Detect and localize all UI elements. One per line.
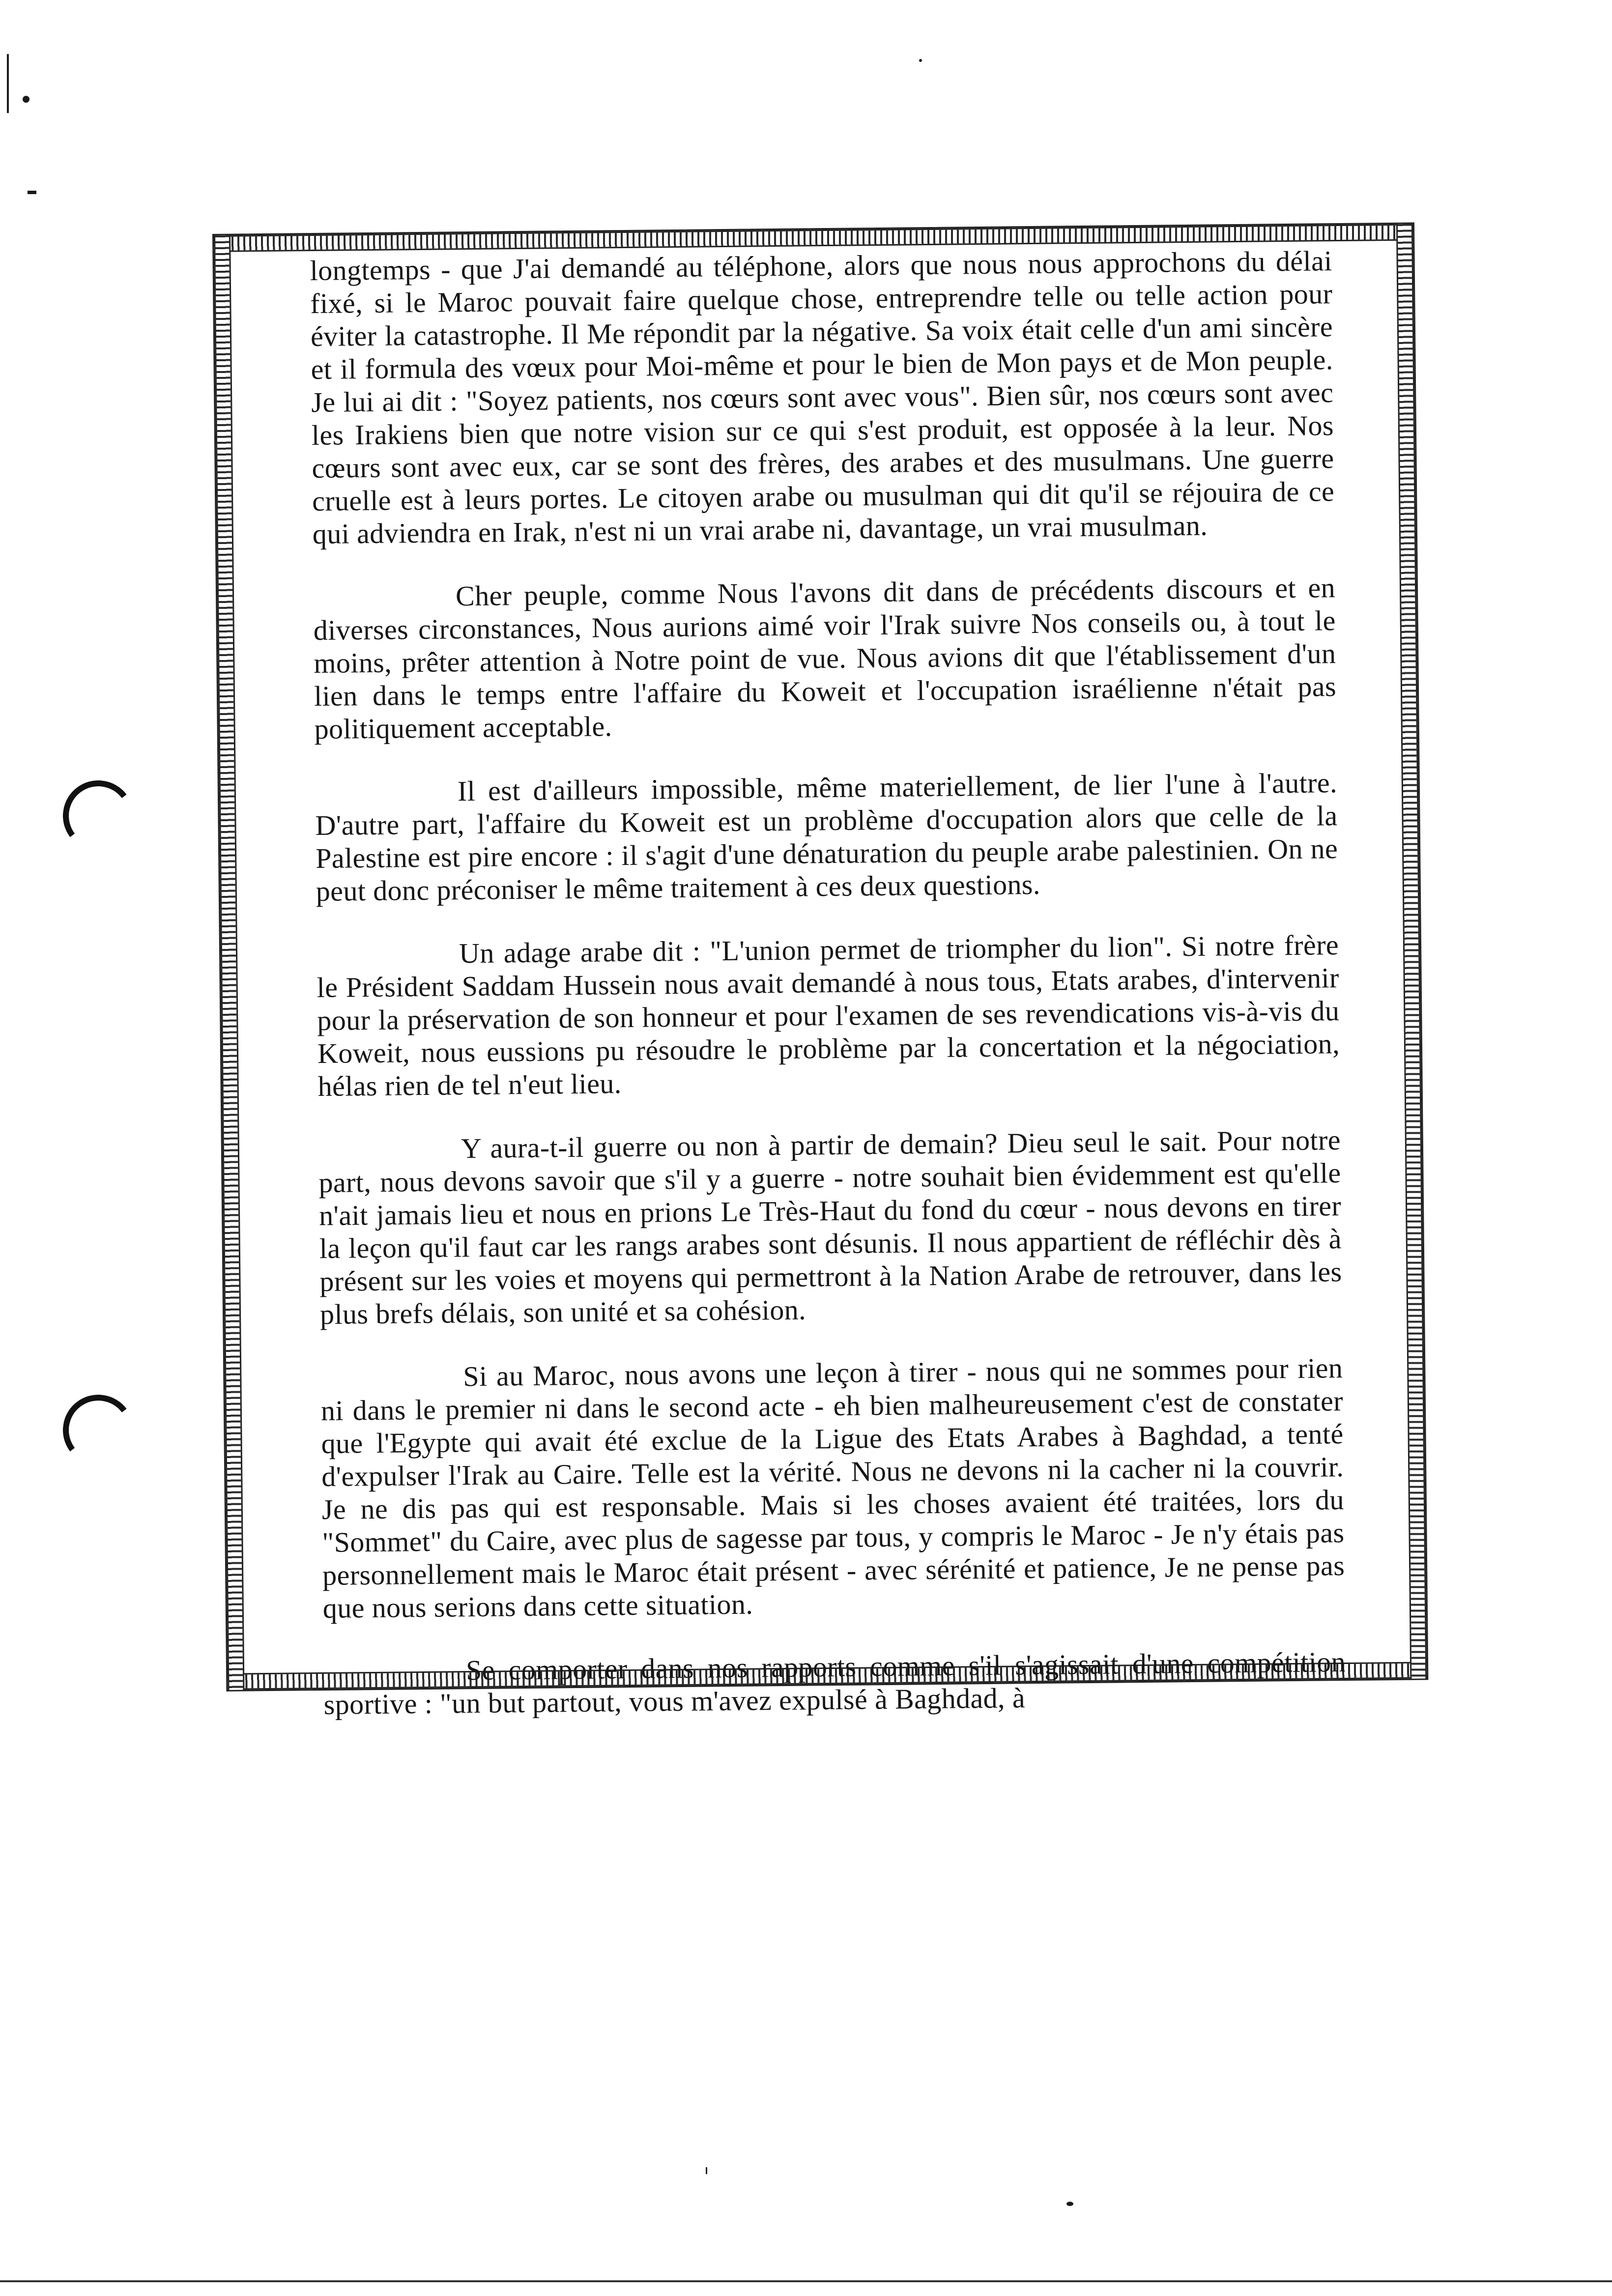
document-body <box>310 244 1346 1721</box>
frame-border-left <box>214 235 244 1690</box>
binder-hole-lower <box>58 1390 139 1470</box>
scan-mark-left-dash <box>28 191 36 194</box>
binder-hole-upper <box>58 776 139 856</box>
paragraph-4: Un adage arabe dit : "L'union permet de triompher du lion". Si notre frère le Président Saddam Hussein nous avait demandé à nous tous, Etats arabes, d'intervenir pour la préservation de son honneur et pour l'examen de ses revendications vis-à-vis du Koweit, nous eussions pu résoudre le problème par la concertation et la négociation, hélas rien de tel n'eut lieu. <box>317 929 1340 1103</box>
paragraph-1: longtemps - que J'ai demandé au téléphone, alors que nous nous approchons du délai fixé, si le Maroc pouvait faire quelque chose, entreprendre telle ou telle action pour éviter la catastrophe. Il Me répondit par la négative. Sa voix était celle d'un ami sincère et il formula des vœux pour Moi-même et pour le bien de Mon pays et de Mon peuple. Je lui ai dit : "Soyez patients, nos cœurs sont avec vous". Bien sûr, nos cœurs sont avec les Irakiens bien que notre vision sur ce qui s'est produit, est opposée à la leur. Nos cœurs sont avec eux, car se sont des frères, des arabes et des musulmans. Une guerre cruelle est à leurs portes. Le citoyen arabe ou musulman qui dit qu'il se réjouira de ce qui adviendra en Irak, n'est ni un vrai arabe ni, davantage, un vrai musulman. <box>310 245 1335 550</box>
scan-bottom-edge <box>0 2280 1612 2282</box>
paragraph-7: Se comporter dans nos rapports comme s'il s'agissait d'une compétition sportive : "un but partout, vous m'avez expulsé à Baghdad, à <box>323 1645 1346 1721</box>
paragraph-2: Cher peuple, comme Nous l'avons dit dans de précédents discours et en diverses circonstances, Nous aurions aimé voir l'Irak suivre Nos conseils ou, à tout le moins, prêter attention à Notre point de vue. Nous avions dit que l'établissement d'un lien dans le temps entre l'affaire du Koweit et l'occupation israélienne n'était pas politiquement acceptable. <box>313 572 1337 746</box>
frame-border-right <box>1396 224 1427 1679</box>
paragraph-3: Il est d'ailleurs impossible, même materiellement, de lier l'une à l'autre. D'autre part, l'affaire du Koweit est un problème d'occupation alors que celle de la Palestine est pire encore : il s'agit d'une dénaturation du peuple arabe palestinien. On ne peut donc préconiser le même traitement à ces deux questions. <box>315 767 1338 908</box>
paragraph-5: Y aura-t-il guerre ou non à partir de demain? Dieu seul le sait. Pour notre part, nous devons savoir que s'il y a guerre - notre souhait bien évidemment est qu'elle n'ait jamais lieu et nous en prions Le Très-Haut du fond du cœur - nous devons en tirer la leçon qu'il faut car les rangs arabes sont désunis. Il nous appartient de réfléchir dès à présent sur les voies et moyens qui permettront à la Nation Arabe de retrouver, dans les plus brefs délais, son unité et sa cohésion. <box>318 1124 1342 1330</box>
paragraph-6: Si au Maroc, nous avons une leçon à tirer - nous qui ne sommes pour rien ni dans le premier ni dans le second acte - eh bien malheureusement c'est de constater que l'Egypte qui avait été exclue de la Ligue des Etats Arabes à Baghdad, a tenté d'expulser l'Irak au Caire. Telle est la vérité. Nous ne devons ni la cacher ni la couvrir. Je ne dis pas qui est responsable. Mais si les choses avaient été traitées, lors du "Sommet" du Caire, avec plus de sagesse par tous, y compris le Maroc - Je n'y étais pas personnellement mais le Maroc était présent - avec sérénité et patience, Je ne pense pas que nous serions dans cette situation. <box>320 1352 1345 1624</box>
scan-mark-top-left-line <box>7 54 9 113</box>
scan-mark-bottom-dot <box>1066 2202 1073 2206</box>
decorative-frame <box>212 223 1428 1721</box>
scan-mark-top-left-dot <box>23 96 29 103</box>
scan-mark-top-dot <box>919 59 922 62</box>
scan-mark-bottom-tick <box>706 2167 707 2174</box>
